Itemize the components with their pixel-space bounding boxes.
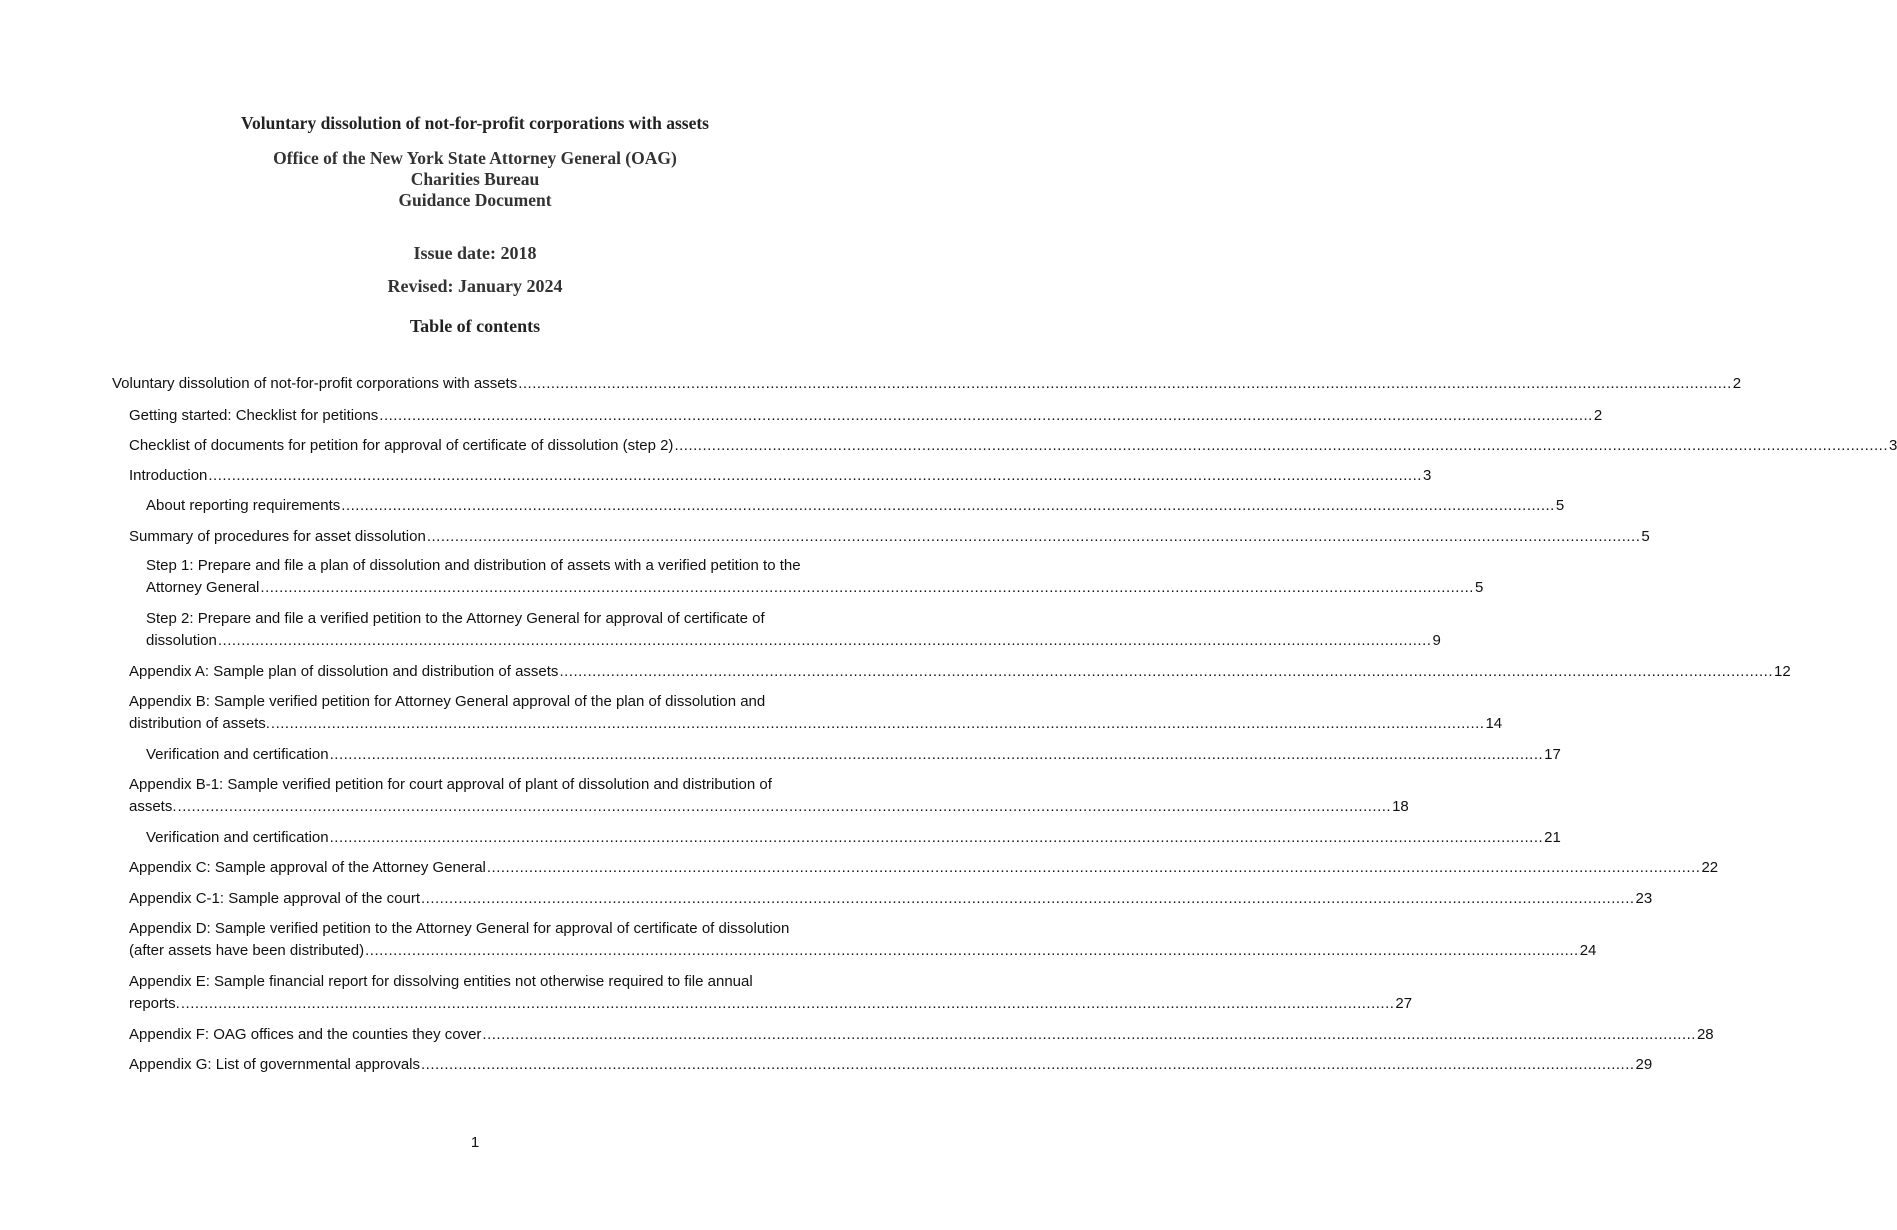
toc-entry-title-line: Appendix D: Sample verified petition to the Attorney General for approval of certificate of dissolution <box>129 920 790 937</box>
toc-entry-line <box>129 1024 1714 1046</box>
page-number: 1 <box>470 1134 480 1151</box>
toc-dot-leader: .................................................................................................................................................................................................................................................................... <box>674 437 1888 454</box>
toc-dot-leader: .................................................................................................................................................................................................................................................................... <box>486 859 1701 876</box>
toc-entry-title: Introduction <box>129 467 208 484</box>
toc-entry[interactable] <box>146 555 1484 599</box>
toc-entry-title: Appendix F: OAG offices and the counties they cover <box>129 1026 482 1043</box>
toc-entry[interactable] <box>129 405 1603 427</box>
toc-entry[interactable] <box>146 744 1561 766</box>
toc-entry[interactable] <box>129 971 1413 1015</box>
toc-entry-title: Summary of procedures for asset dissolution <box>129 528 426 545</box>
toc-entry-title: dissolution <box>146 632 217 649</box>
toc-dot-leader: .................................................................................................................................................................................................................................................................... <box>379 407 1593 424</box>
toc-entry-line <box>129 405 1603 427</box>
toc-page-number: 23 <box>1635 890 1653 907</box>
toc-dot-leader: .................................................................................................................................................................................................................................................................... <box>559 663 1773 680</box>
toc-page-number: 3 <box>1422 467 1432 484</box>
toc-entry[interactable] <box>146 827 1561 849</box>
toc-entry-title-line: Step 2: Prepare and file a verified petition to the Attorney General for approval of certificate of <box>146 610 765 627</box>
toc-page-number: 5 <box>1641 528 1650 545</box>
toc-dot-leader: .................................................................................................................................................................................................................................................................... <box>177 798 1392 815</box>
toc-dot-leader: .................................................................................................................................................................................................................................................................... <box>365 942 1579 959</box>
toc-entry[interactable] <box>129 857 1719 879</box>
toc-entry-title: About reporting requirements <box>146 497 341 514</box>
toc-page-number: 2 <box>1593 407 1603 424</box>
toc-page-number: 18 <box>1392 798 1409 815</box>
toc-page-number: 22 <box>1701 859 1719 876</box>
toc-entry[interactable] <box>129 465 1432 487</box>
toc-entry-title-line: Step 1: Prepare and file a plan of dissolution and distribution of assets with a verified petition to the <box>146 557 801 574</box>
toc-page-number: 12 <box>1773 663 1791 680</box>
toc-entry-line <box>146 827 1561 849</box>
toc-page-number: 5 <box>1474 579 1484 596</box>
office-block <box>0 148 950 211</box>
toc-entry-line <box>129 857 1719 879</box>
toc-entry[interactable] <box>129 435 1897 457</box>
toc-entry-title-line: Appendix B: Sample verified petition for Attorney General approval of the plan of dissolution and <box>129 693 766 710</box>
toc-entry-title: (after assets have been distributed) <box>129 942 365 959</box>
toc-dot-leader: .................................................................................................................................................................................................................................................................... <box>426 528 1641 545</box>
toc-entry-title: Verification and certification <box>146 829 329 846</box>
toc-entry-line <box>146 630 1441 652</box>
issue-date: Issue date: 2018 <box>413 243 537 263</box>
toc-entry-title: Checklist of documents for petition for approval of certificate of dissolution (step 2) <box>129 437 674 454</box>
toc-page-number: 27 <box>1395 995 1413 1012</box>
toc-entry-line <box>129 888 1653 910</box>
toc-entry-title: Appendix A: Sample plan of dissolution and distribution of assets <box>129 663 559 680</box>
toc-dot-leader: .................................................................................................................................................................................................................................................................... <box>260 579 1474 596</box>
toc-dot-leader: .................................................................................................................................................................................................................................................................... <box>518 375 1732 392</box>
toc-dot-leader: .................................................................................................................................................................................................................................................................... <box>329 829 1544 846</box>
toc-page-number: 5 <box>1555 497 1565 514</box>
toc-entry[interactable] <box>129 691 1503 735</box>
toc-entry-title: Appendix C-1: Sample approval of the court <box>129 890 420 907</box>
toc-page-number: 14 <box>1485 715 1503 732</box>
toc-dot-leader: .................................................................................................................................................................................................................................................................... <box>482 1026 1696 1043</box>
toc-entry[interactable] <box>112 373 1742 395</box>
toc-entry-line <box>129 713 1503 735</box>
toc-entry-line <box>146 495 1565 517</box>
bureau-line: Charities Bureau <box>410 169 540 189</box>
toc-entry-line <box>146 744 1561 766</box>
revised-date: Revised: January 2024 <box>387 276 563 296</box>
toc-page-number: 28 <box>1696 1026 1714 1043</box>
toc-page-number: 29 <box>1635 1056 1653 1073</box>
toc-dot-leader: .................................................................................................................................................................................................................................................................... <box>329 746 1544 763</box>
toc-entry-title: Appendix C: Sample approval of the Attorney General <box>129 859 486 876</box>
toc-page-number: 21 <box>1544 829 1561 846</box>
toc-dot-leader: .................................................................................................................................................................................................................................................................... <box>421 1056 1635 1073</box>
toc-entry-title-line: Appendix B-1: Sample verified petition for court approval of plant of dissolution and distribution of <box>129 776 772 793</box>
toc-heading: Table of contents <box>409 316 541 336</box>
toc-entry[interactable] <box>129 774 1409 818</box>
toc-entry-line <box>112 373 1742 395</box>
toc-page-number: 24 <box>1579 942 1597 959</box>
office-line: Office of the New York State Attorney General (OAG) <box>273 148 677 168</box>
toc-dot-leader: .................................................................................................................................................................................................................................................................... <box>270 715 1485 732</box>
toc-entry-title: Getting started: Checklist for petitions <box>129 407 379 424</box>
toc-entry-line <box>129 1054 1653 1076</box>
toc-page-number: 17 <box>1544 746 1561 763</box>
toc-dot-leader: .................................................................................................................................................................................................................................................................... <box>217 632 1432 649</box>
toc-entry[interactable] <box>129 918 1597 962</box>
toc-entry[interactable] <box>129 526 1650 548</box>
toc-entry-line <box>129 435 1897 457</box>
toc-entry-title: reports. <box>129 995 180 1012</box>
toc-entry-title: Attorney General <box>146 579 260 596</box>
toc-page-number: 3 <box>1888 437 1897 454</box>
toc-entry-title: Appendix G: List of governmental approvals <box>129 1056 420 1073</box>
toc-entry-line <box>129 993 1413 1015</box>
doc-type-line: Guidance Document <box>398 190 552 210</box>
toc-entry-line <box>129 940 1597 962</box>
toc-dot-leader: .................................................................................................................................................................................................................................................................... <box>421 890 1635 907</box>
toc-page-number: 9 <box>1432 632 1441 649</box>
toc-entry-title: assets. <box>129 798 177 815</box>
toc-entry[interactable] <box>146 495 1565 517</box>
toc-entry[interactable] <box>129 888 1653 910</box>
toc-entry-line <box>129 526 1650 548</box>
toc-dot-leader: .................................................................................................................................................................................................................................................................... <box>341 497 1555 514</box>
toc-page-number: 2 <box>1732 375 1742 392</box>
toc-dot-leader: .................................................................................................................................................................................................................................................................... <box>208 467 1422 484</box>
toc-entry-title: Voluntary dissolution of not-for-profit corporations with assets <box>112 375 518 392</box>
toc-entry[interactable] <box>129 1024 1714 1046</box>
toc-entry-title-line: Appendix E: Sample financial report for dissolving entities not otherwise required to file annual <box>129 973 753 990</box>
toc-entry-line <box>129 796 1409 818</box>
toc-entry-line <box>129 661 1791 683</box>
toc-entry-line <box>129 465 1432 487</box>
toc-entry-line <box>146 577 1484 599</box>
toc-entry[interactable] <box>146 608 1441 652</box>
document-title: Voluntary dissolution of not-for-profit corporations with assets <box>241 113 709 133</box>
toc-entry-title: distribution of assets. <box>129 715 270 732</box>
toc-entry[interactable] <box>129 661 1791 683</box>
toc-entry[interactable] <box>129 1054 1653 1076</box>
toc-dot-leader: .................................................................................................................................................................................................................................................................... <box>180 995 1395 1012</box>
toc-entry-title: Verification and certification <box>146 746 329 763</box>
